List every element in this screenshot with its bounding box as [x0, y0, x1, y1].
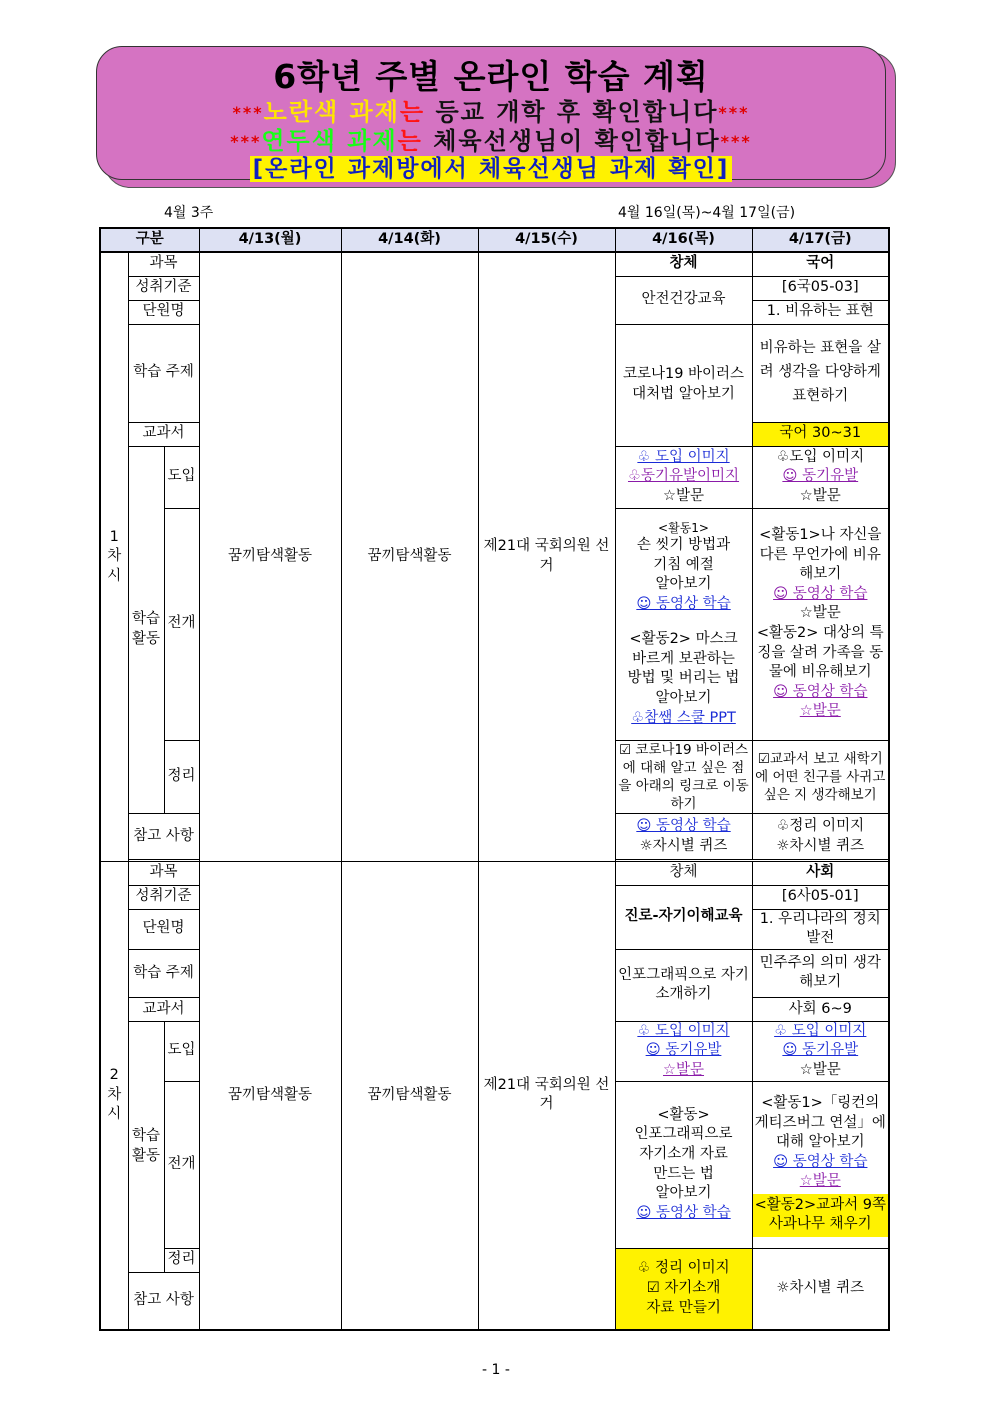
s1-thu-subject: 창체: [615, 252, 752, 276]
weekly-plan-table: [99, 227, 890, 1331]
s2-fri-topic: 민주주의 의미 생각해보기: [752, 949, 889, 997]
page-number: - 1 -: [482, 1362, 510, 1378]
label-unit: 단원명: [128, 909, 199, 949]
video-link[interactable]: ☺ 동영상 학습: [773, 683, 868, 700]
s2-fri-textbook: 사회 6~9: [752, 997, 889, 1021]
s1-fri-subject: 국어: [752, 252, 889, 276]
s2-wed: 제21대 국회의원 선거: [478, 861, 615, 1330]
s1-fri-textbook: 국어 30~31: [752, 422, 889, 446]
label-intro: 도입: [164, 446, 199, 508]
s2-thu-wrap: ♧ 정리 이미지 ☑ 자기소개 자료 만들기: [615, 1248, 752, 1330]
intro-image-link[interactable]: ♧ 도입 이미지: [637, 1022, 730, 1039]
header-thu: 4/16(목): [615, 228, 752, 252]
s2-fri-intro: ♧ 도입 이미지 ☺ 동기유발 ☆발문: [752, 1021, 889, 1081]
s2-tue: 꿈끼탐색활동: [341, 861, 478, 1330]
s1-thu-topic: 코로나19 바이러스 대처법 알아보기: [615, 324, 752, 446]
label-activity: 학습 활동: [128, 446, 164, 814]
title-banner: [96, 46, 886, 180]
s2-thu-topic: 인포그래픽으로 자기소개하기: [615, 949, 752, 1021]
label-unit: 단원명: [128, 300, 199, 324]
s2-fri-standard: [6사05-01]: [752, 885, 889, 909]
ppt-link[interactable]: ♧참쌤 스쿨 PPT: [631, 709, 736, 726]
s2-thu-unit: 진로-자기이해교육: [615, 885, 752, 949]
label-notes: 참고 사항: [128, 814, 199, 860]
label-subject: 과목: [128, 861, 199, 885]
label-subject: 과목: [128, 252, 199, 276]
label-textbook: 교과서: [128, 422, 199, 446]
label-intro: 도입: [164, 1021, 199, 1081]
header-row: [100, 228, 889, 252]
label-notes: 참고 사항: [128, 1272, 199, 1330]
label-topic: 학습 주제: [128, 949, 199, 997]
s1-thu-intro: ♧ 도입 이미지 ♧동기유발이미지 ☆발문: [615, 446, 752, 508]
s1-tue: 꿈끼탐색활동: [341, 252, 478, 861]
week-label: 4월 3주: [164, 205, 214, 221]
s2-fri-unit: 1. 우리나라의 정치발전: [752, 909, 889, 949]
motivation-link[interactable]: ☺ 동기유발: [645, 1042, 722, 1059]
motivation-link[interactable]: ☺ 동기유발: [782, 1042, 859, 1059]
s1-thu-notes: ☺ 동영상 학습 ☼자시별 퀴즈: [615, 814, 752, 860]
label-activity: 학습 활동: [128, 1021, 164, 1272]
session1-label: 1 차시: [100, 252, 128, 861]
label-wrap: 정리: [164, 1248, 199, 1272]
session2-label: 2 차시: [100, 861, 128, 1330]
motivation-image-link[interactable]: ♧동기유발이미지: [627, 468, 740, 485]
header-fri: 4/17(금): [752, 228, 889, 252]
s2-fri-notes: ☼차시별 퀴즈: [752, 1248, 889, 1330]
label-develop: 전개: [164, 508, 199, 740]
header-division: 구분: [100, 228, 199, 252]
label-wrap: 정리: [164, 740, 199, 814]
label-topic: 학습 주제: [128, 324, 199, 422]
label-develop: 전개: [164, 1081, 199, 1248]
s2-thu-subject: 창체: [615, 861, 752, 885]
s1-thu-unit: 안전건강교육: [615, 276, 752, 324]
intro-image-link[interactable]: ♧ 도입 이미지: [637, 448, 730, 465]
s1-mon: 꿈끼탐색활동: [199, 252, 341, 861]
s1-fri-notes: ♧정리 이미지 ☼차시별 퀴즈: [752, 814, 889, 860]
s2-thu-develop: <활동> 인포그래픽으로 자기소개 자료 만드는 법 알아보기 ☺ 동영상 학습: [615, 1081, 752, 1248]
video-link[interactable]: ☺ 동영상 학습: [636, 595, 731, 612]
video-link[interactable]: ☺ 동영상 학습: [636, 818, 731, 835]
date-range: 4월 16일(목)~4월 17일(금): [618, 205, 796, 221]
s1-fri-develop: <활동1>나 자신을 다른 무언가에 비유해보기 ☺ 동영상 학습 ☆발문 <활동2> 대상의 특징을 살려 가족을 동물에 비유해보기 ☺ 동영상 학습 ☆발문: [752, 508, 889, 740]
s2-fri-subject: 사회: [752, 861, 889, 885]
s1-fri-unit: 1. 비유하는 표현: [752, 300, 889, 324]
s1-thu-develop: <활동1> 손 씻기 방법과 기침 예절 알아보기 ☺ 동영상 학습 <활동2> 마스크 바르게 보관하는 방법 및 버리는 법 알아보기 ♧참쌤 스쿨 PPT: [615, 508, 752, 740]
s2-thu-intro: ♧ 도입 이미지 ☺ 동기유발 ☆발문: [615, 1021, 752, 1081]
s2-fri-develop: <활동1>「링컨의 게티즈버그 연설」에 대해 알아보기 ☺ 동영상 학습 ☆발문 <활동2>교과서 9쪽 사과나무 채우기: [752, 1081, 889, 1248]
s1-thu-wrap: ☑ 코로나19 바이러스에 대해 알고 싶은 점을 아래의 링크로 이동하기: [615, 740, 752, 814]
video-link[interactable]: ☺ 동영상 학습: [636, 1204, 731, 1221]
s1-wed: 제21대 국회의원 선거: [478, 252, 615, 861]
s2-mon: 꿈끼탐색활동: [199, 861, 341, 1330]
label-textbook: 교과서: [128, 997, 199, 1021]
motivation-link[interactable]: ☺ 동기유발: [782, 468, 859, 485]
header-tue: 4/14(화): [341, 228, 478, 252]
label-standard: 성취기준: [128, 885, 199, 909]
video-link[interactable]: ☺ 동영상 학습: [773, 1153, 868, 1170]
header-mon: 4/13(월): [199, 228, 341, 252]
label-standard: 성취기준: [128, 276, 199, 300]
page-title: 6학년 주별 온라인 학습 계획: [273, 57, 709, 96]
s1-fri-wrap: ☑교과서 보고 새학기에 어떤 친구를 사귀고 싶은 지 생각해보기: [752, 740, 889, 814]
header-wed: 4/15(수): [478, 228, 615, 252]
banner-line-check: [온라인 과제방에서 체육선생님 과제 확인]: [250, 156, 733, 182]
banner-line-green: ***연두색 과제는 체육선생님이 확인합니다***: [230, 127, 752, 155]
intro-image-link[interactable]: ♧ 도입 이미지: [774, 1022, 867, 1039]
s1-fri-standard: [6국05-03]: [752, 276, 889, 300]
s1-fri-intro: ♧도입 이미지 ☺ 동기유발 ☆발문: [752, 446, 889, 508]
video-link[interactable]: ☺ 동영상 학습: [773, 585, 868, 602]
s1-fri-topic: 비유하는 표현을 살려 생각을 다양하게 표현하기: [752, 324, 889, 422]
banner-line-yellow: ***노란색 과제는 등교 개학 후 확인합니다***: [232, 98, 750, 126]
